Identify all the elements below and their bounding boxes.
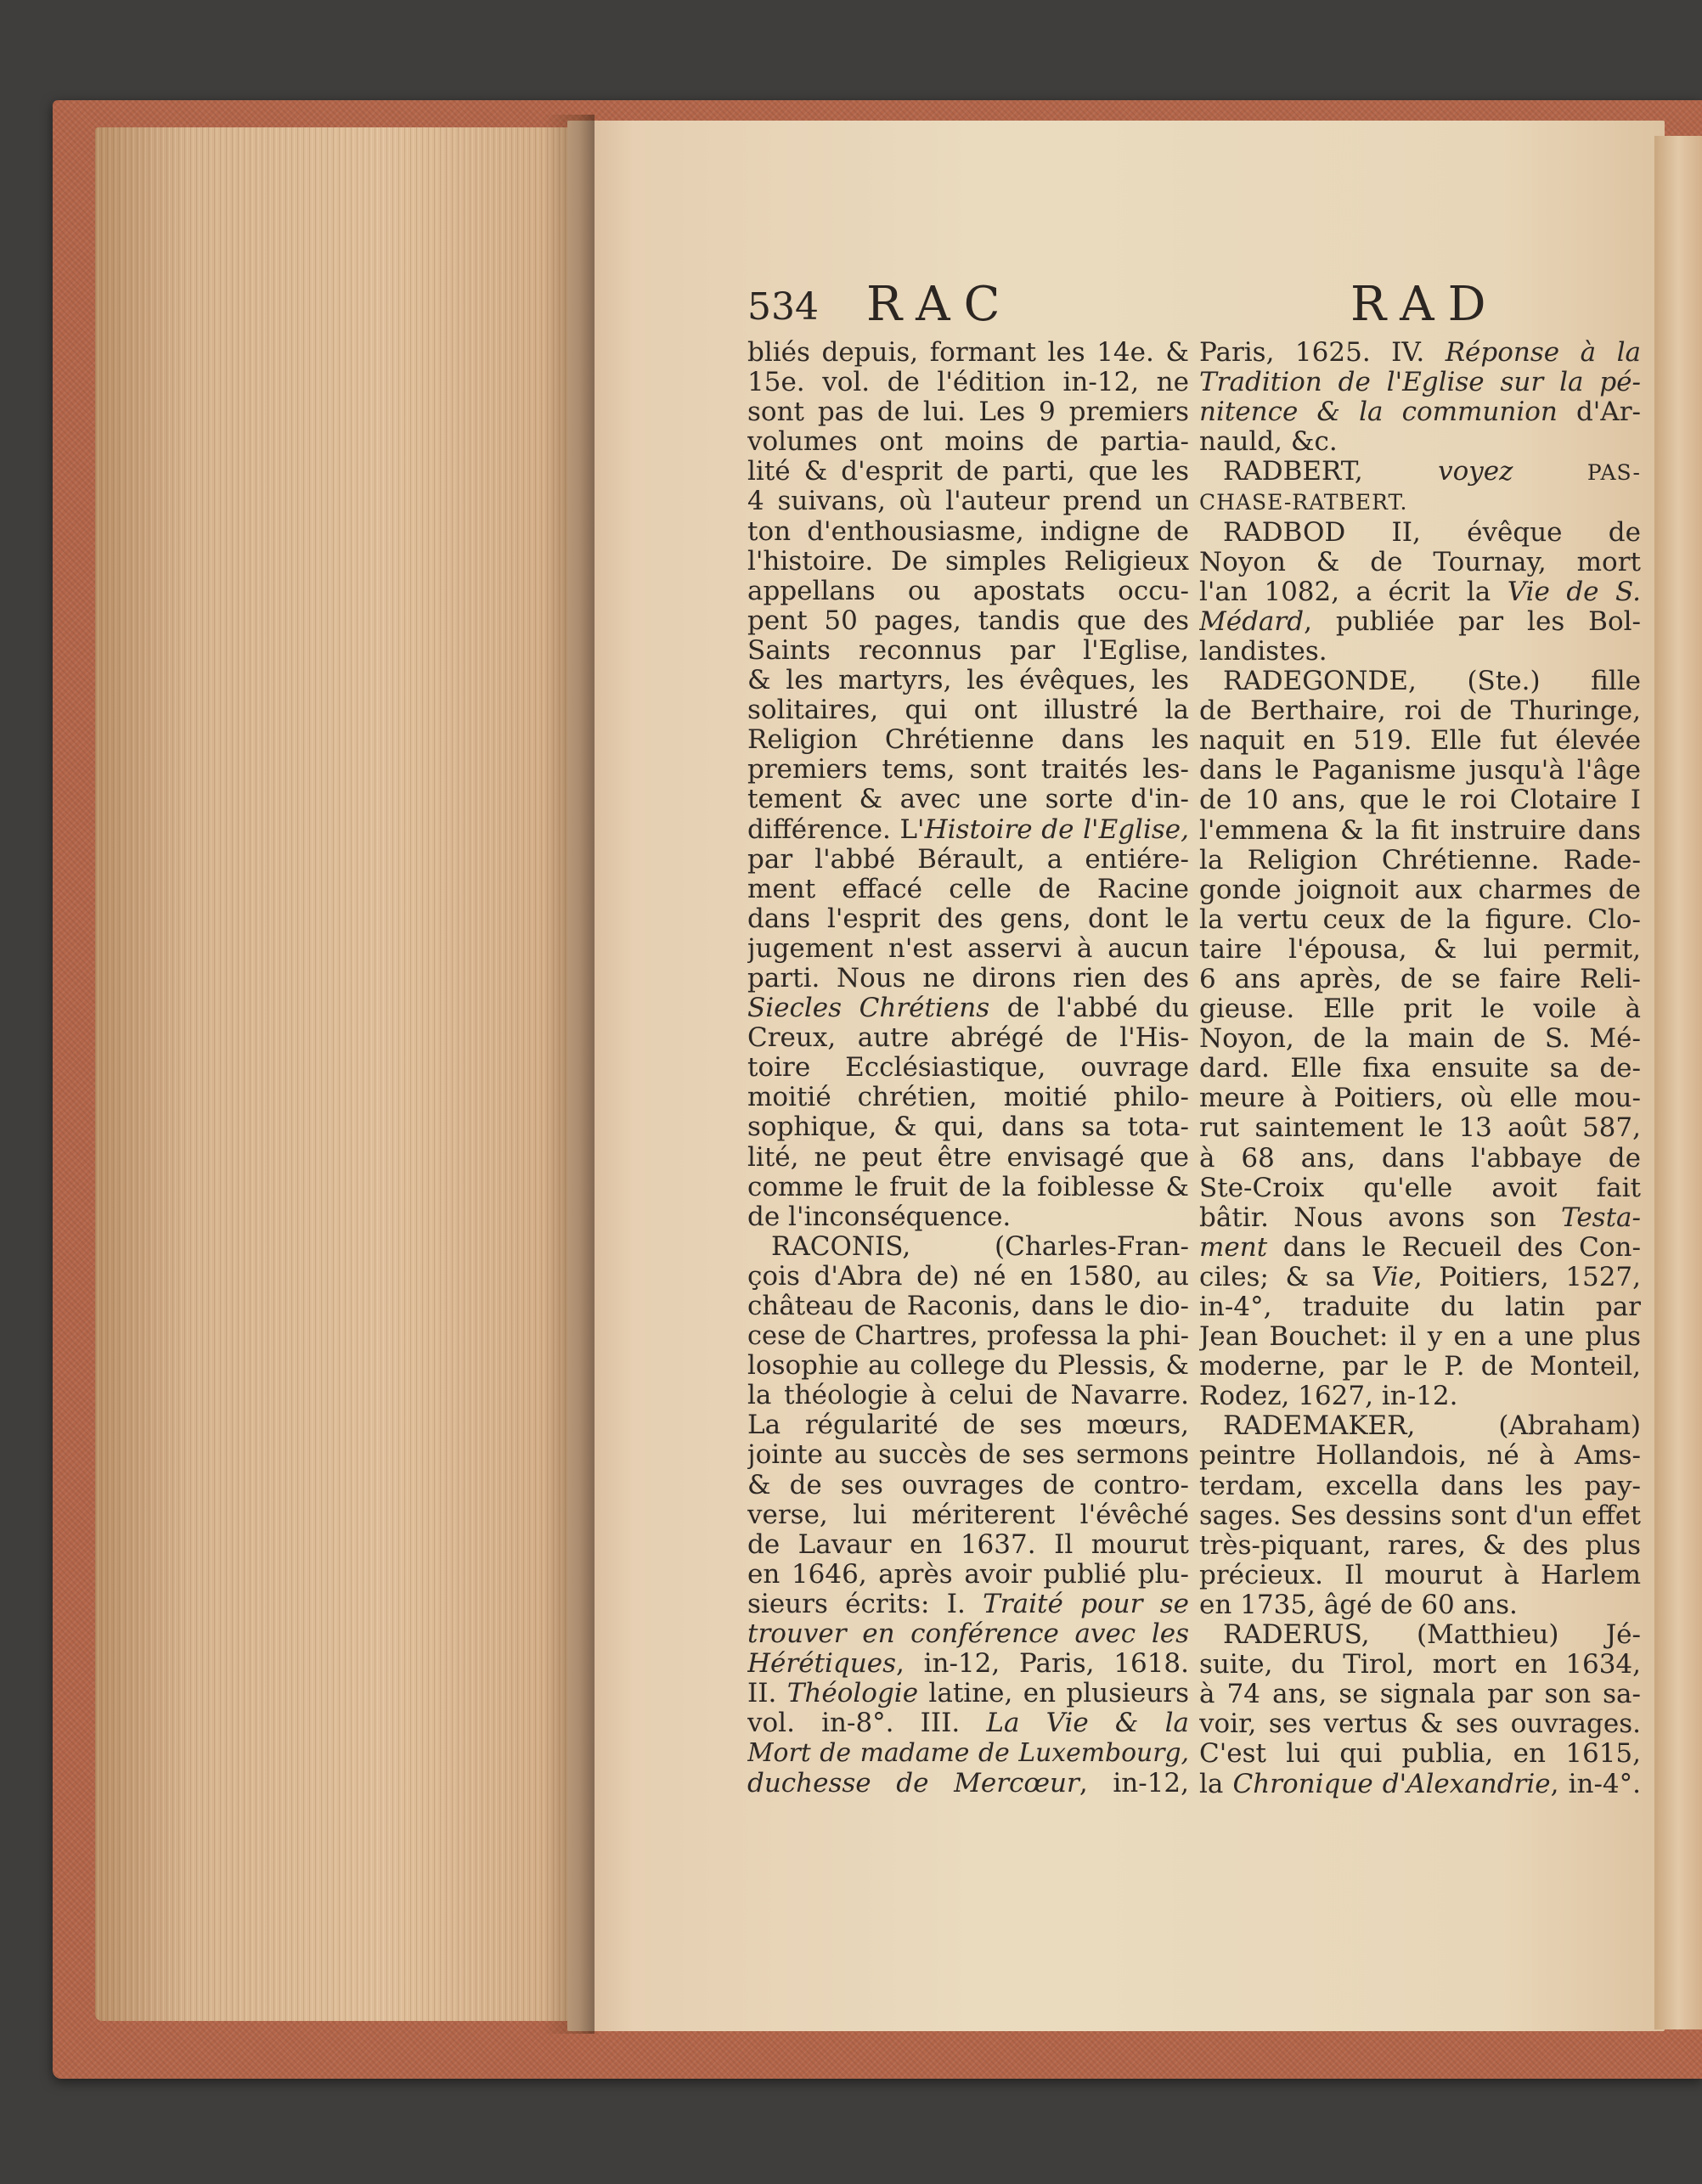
text-line <box>1199 1263 1641 1292</box>
text-run: l'an 1082, a écrit la <box>1199 577 1508 607</box>
text-line <box>747 1649 1189 1679</box>
text-line <box>747 815 1189 845</box>
text-run: la <box>1199 1769 1233 1799</box>
text-line: Noyon & de Tournay, mort <box>1199 547 1641 577</box>
text-line <box>1199 607 1641 637</box>
text-line: ment effacé celle de Racine <box>747 874 1189 904</box>
text-line: peintre Hollandois, né à Ams- <box>1199 1441 1641 1472</box>
book-title: Vie <box>1371 1262 1414 1292</box>
text-line: suite, du Tirol, mort en 1634, <box>1199 1650 1641 1680</box>
text-line <box>1199 1620 1641 1650</box>
text-line: dans l'esprit des gens, dont le <box>747 903 1189 934</box>
running-head-right: RAD <box>1350 277 1500 332</box>
text-line: in-4°, traduite du latin par <box>1199 1292 1641 1322</box>
text-line <box>747 1590 1189 1619</box>
text-line: moderne, par le P. de Monteil, <box>1199 1352 1641 1382</box>
text-line <box>1199 338 1641 368</box>
entry-heading-raconis: RACONIS, (Charles-Fran- <box>771 1231 1189 1262</box>
text-line: Tradition de l'Eglise sur la pé- <box>1199 368 1641 398</box>
text-run: sieurs écrits: I. <box>747 1589 983 1619</box>
text-line: sages. Ses dessins sont d'un effet <box>1199 1500 1641 1531</box>
text-run: Paris, 1625. IV. <box>1199 338 1446 368</box>
text-line: Ste-Croix qu'elle avoit fait <box>1199 1173 1641 1203</box>
text-line: La régularité de ses mœurs, <box>747 1410 1189 1441</box>
text-line <box>747 1708 1189 1738</box>
text-line: & les martyrs, les évêques, les <box>747 666 1189 696</box>
running-head-left: RAC <box>866 277 1014 332</box>
text-run: vol. in-8°. III. <box>747 1708 987 1739</box>
text-line: sont pas de lui. Les 9 premiers <box>747 397 1189 428</box>
text-line: de Berthaire, roi de Thuringe, <box>1199 696 1641 727</box>
entry-heading-radbod: RADBOD II, évêque de <box>1223 517 1641 548</box>
text-line: lité, ne peut être envisagé que <box>747 1142 1189 1173</box>
text-line <box>1199 397 1641 427</box>
text-line: naquit en 519. Elle fut élevée <box>1199 726 1641 757</box>
text-line: Saints reconnus par l'Eglise, <box>747 635 1189 666</box>
text-line: de 10 ans, que le roi Clotaire I <box>1199 785 1641 816</box>
text-line: taire l'épousa, & lui permit, <box>1199 934 1641 965</box>
text-run: ciles; & sa <box>1199 1262 1372 1292</box>
text-line: Jean Bouchet: il y en a une plus <box>1199 1322 1641 1353</box>
text-line: Creux, autre abrégé de l'His- <box>747 1023 1189 1054</box>
text-line: appellans ou apostats occu- <box>747 576 1189 606</box>
text-line: çois d'Abra de) né en 1580, au <box>747 1261 1189 1292</box>
book-title: duchesse de Mercœur <box>747 1768 1079 1798</box>
text-line: losophie au college du Plessis, & <box>747 1351 1189 1382</box>
text-run: , in-12, <box>1079 1768 1189 1798</box>
text-line: par l'abbé Bérault, a entiére- <box>747 844 1189 875</box>
text-line: jugement n'est asservi à aucun <box>747 933 1189 964</box>
text-line: CHASE-RATBERT. <box>1199 490 1408 515</box>
text-line <box>1199 667 1641 696</box>
text-run: , in-4°. <box>1550 1769 1641 1799</box>
book-title: Siecles Chrétiens <box>747 993 990 1024</box>
text-line: moitié chrétien, moitié philo- <box>747 1083 1189 1113</box>
text-line: solitaires, qui ont illustré la <box>747 695 1189 726</box>
text-line: rut saintement le 13 août 587, <box>1199 1113 1641 1144</box>
entry-heading-rademaker: RADEMAKER, (Abraham) <box>1223 1411 1641 1442</box>
text-line: lité & d'esprit de parti, que les <box>747 457 1189 487</box>
text-line: pent 50 pages, tandis que des <box>747 605 1189 636</box>
text-line: trouver en conférence avec les <box>747 1619 1189 1650</box>
text-line <box>747 1232 1189 1262</box>
text-line: landistes. <box>1199 636 1327 667</box>
text-line: à 74 ans, se signala par son sa- <box>1199 1680 1641 1710</box>
text-run: différence. L' <box>747 814 925 845</box>
text-line: volumes ont moins de partia- <box>747 427 1189 458</box>
text-line <box>1199 457 1641 487</box>
text-line: toire Ecclésiastique, ouvrage <box>747 1053 1189 1084</box>
text-line: précieux. Il mourut à Harlem <box>1199 1560 1641 1590</box>
text-line: gieuse. Elle prit le voile à <box>1199 994 1641 1025</box>
text-line: sophique, & qui, dans sa tota- <box>747 1112 1189 1143</box>
text-run: dans le Recueil des Con- <box>1267 1232 1641 1263</box>
text-line <box>747 993 1189 1023</box>
text-line: l'emmena & la fit instruire dans <box>1199 815 1641 846</box>
text-line: ton d'enthousiasme, indigne de <box>747 516 1189 547</box>
right-text-column <box>1199 338 1641 1799</box>
page-stack-edges <box>95 127 579 2021</box>
text-line: l'histoire. De simples Religieux <box>747 546 1189 577</box>
text-line <box>1199 1411 1641 1441</box>
text-line: meure à Poitiers, où elle mou- <box>1199 1084 1641 1114</box>
text-line: cese de Chartres, professa la phi- <box>747 1321 1189 1352</box>
text-run: II. <box>747 1679 787 1709</box>
book-title: Médard <box>1199 606 1305 637</box>
book-title: nitence & la communion <box>1199 397 1558 428</box>
text-line: dans le Paganisme jusqu'à l'âge <box>1199 756 1641 786</box>
book-title: Hérétiques <box>747 1649 896 1680</box>
text-line: nauld, &c. <box>1199 427 1338 458</box>
book-title: ment <box>1199 1232 1268 1263</box>
text-line: en 1646, après avoir publié plu- <box>747 1559 1189 1590</box>
book-title: Testa- <box>1561 1202 1641 1233</box>
text-line: 15e. vol. de l'édition in-12, ne <box>747 368 1189 398</box>
text-line: parti. Nous ne dirons rien des <box>747 963 1189 993</box>
text-line <box>747 1679 1189 1708</box>
text-run: voyez <box>1438 457 1513 487</box>
text-line <box>1199 1233 1641 1263</box>
text-line: Rodez, 1627, in-12. <box>1199 1382 1458 1412</box>
text-line: terdam, excella dans les pay- <box>1199 1471 1641 1501</box>
text-line: très-piquant, rares, & des plus <box>1199 1530 1641 1561</box>
text-line: la vertu ceux de la figure. Clo- <box>1199 904 1641 935</box>
book-title: Traité pour se <box>983 1589 1189 1619</box>
text-line <box>1199 1203 1641 1233</box>
book-title: Chronique d'Alexandrie <box>1232 1769 1551 1799</box>
text-line: gonde joignoit aux charmes de <box>1199 875 1641 905</box>
spine-gutter <box>544 115 595 2034</box>
text-line: & de ses ouvrages de contro- <box>747 1470 1189 1500</box>
text-line: 4 suivans, où l'auteur prend un <box>747 487 1189 517</box>
text-run: latine, en plusieurs <box>918 1679 1189 1709</box>
text-run: , publiée par les Bol- <box>1304 606 1641 637</box>
text-line <box>747 1769 1189 1798</box>
book-title: Vie de S. <box>1507 577 1641 607</box>
text-run: PAS- <box>1513 460 1641 486</box>
text-line: bliés depuis, formant les 14e. & <box>747 338 1189 368</box>
text-line: la Religion Chrétienne. Rade- <box>1199 845 1641 875</box>
text-line: dard. Elle fixa ensuite sa de- <box>1199 1054 1641 1084</box>
text-run: , in-12, Paris, 1618. <box>895 1649 1189 1680</box>
book-title: Histoire de l'Eglise, <box>924 814 1189 845</box>
text-line <box>1199 1770 1641 1799</box>
text-line: 6 ans après, de se faire Reli- <box>1199 964 1641 994</box>
text-line: verse, lui mériterent l'évêché <box>747 1500 1189 1530</box>
text-run: bâtir. Nous avons son <box>1199 1202 1562 1233</box>
text-line: Noyon, de la main de S. Mé- <box>1199 1024 1641 1055</box>
text-line: la théologie à celui de Navarre. <box>747 1381 1189 1411</box>
text-line <box>1199 518 1641 548</box>
book-title: Réponse à la <box>1445 338 1641 368</box>
facing-page-edge <box>1654 136 1702 2029</box>
text-line: C'est lui qui publia, en 1615, <box>1199 1739 1641 1770</box>
entry-heading-radegonde: RADEGONDE, (Ste.) fille <box>1223 667 1641 697</box>
text-run: , Poitiers, 1527, <box>1413 1262 1641 1292</box>
text-line: de l'inconséquence. <box>747 1202 1012 1232</box>
text-line <box>1199 577 1641 607</box>
text-run: d'Ar- <box>1557 397 1641 428</box>
text-line: comme le fruit de la foiblesse & <box>747 1172 1189 1202</box>
text-line: jointe au succès de ses sermons <box>747 1440 1189 1471</box>
text-line: premiers tems, sont traités les- <box>747 755 1189 785</box>
text-line: en 1735, âgé de 60 ans. <box>1199 1590 1518 1620</box>
page-number: 534 <box>747 285 819 329</box>
text-line: tement & avec une sorte d'in- <box>747 785 1189 815</box>
text-line: voir, ses vertus & ses ouvrages. <box>1199 1709 1641 1740</box>
text-line: de Lavaur en 1637. Il mourut <box>747 1529 1189 1560</box>
book-title: La Vie & la <box>986 1708 1189 1739</box>
text-line: à 68 ans, dans l'abbaye de <box>1199 1143 1641 1174</box>
entry-heading-radbert: RADBERT, <box>1223 457 1439 487</box>
text-run: de l'abbé du <box>989 993 1189 1024</box>
entry-heading-raderus: RADERUS, (Matthieu) Jé- <box>1223 1620 1641 1651</box>
left-text-column <box>747 338 1189 1798</box>
text-line: Mort de madame de Luxembourg, <box>747 1738 1189 1769</box>
book-title: Théologie <box>786 1679 919 1709</box>
text-line: château de Raconis, dans le dio- <box>747 1292 1189 1321</box>
text-line: Religion Chrétienne dans les <box>747 725 1189 756</box>
